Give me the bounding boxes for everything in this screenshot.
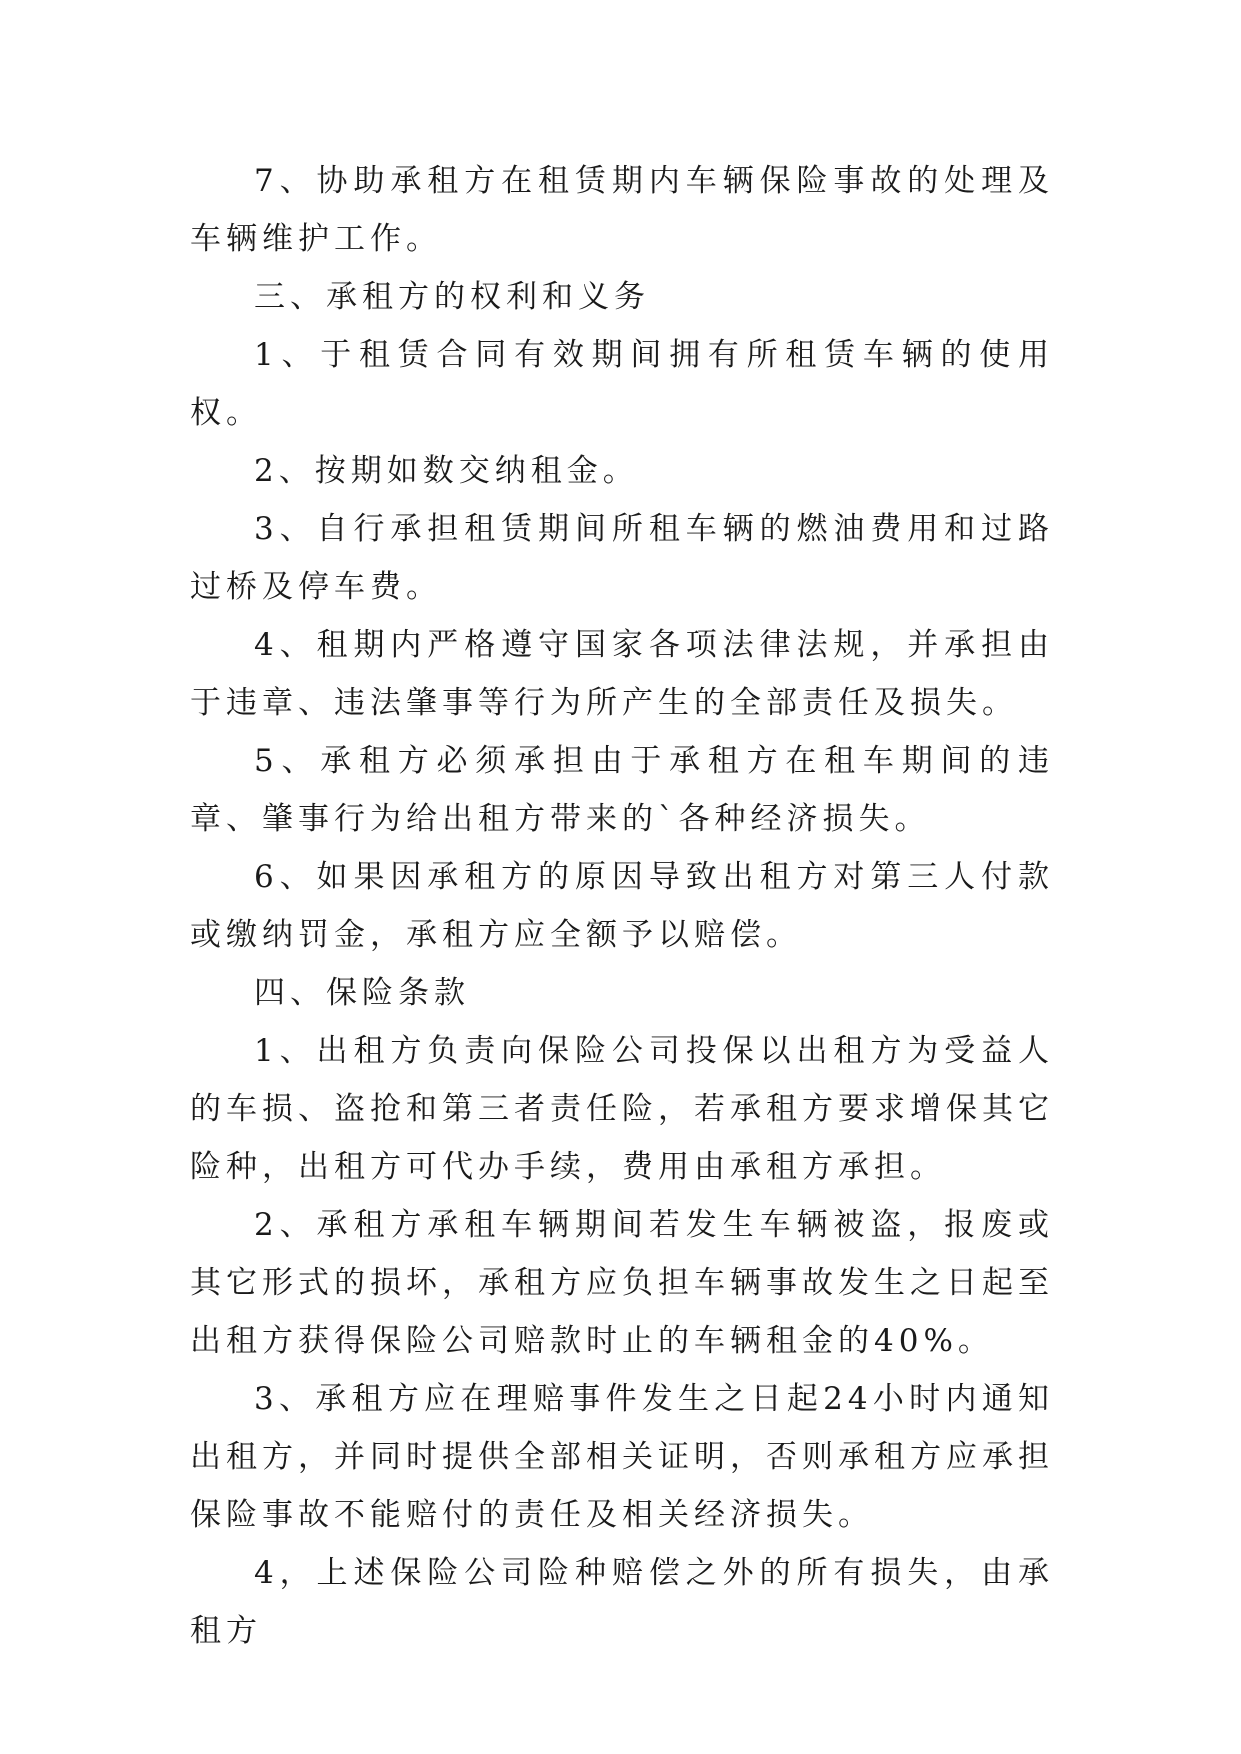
- document-page: [190, 152, 1054, 1660]
- lessee-clause-1: 1、于租赁合同有效期间拥有所租赁车辆的使用权。: [190, 337, 1054, 431]
- lessee-clause-2: 2、按期如数交纳租金。: [254, 453, 639, 489]
- lessee-clause-6: 6、如果因承租方的原因导致出租方对第三人付款或缴纳罚金，承租方应全额予以赔偿。: [190, 859, 1054, 953]
- section-4-heading: 四、保险条款: [254, 975, 470, 1011]
- lessee-clause-3: 3、自行承担租赁期间所租车辆的燃油费用和过路过桥及停车费。: [190, 511, 1054, 605]
- insurance-clause-2: 2、承租方承租车辆期间若发生车辆被盗，报废或其它形式的损坏，承租方应负担车辆事故发生之日起至出租方获得保险公司赔款时止的车辆租金的40%。: [190, 1207, 1054, 1359]
- section-3-heading: 三、承租方的权利和义务: [254, 279, 650, 315]
- insurance-clause-3: 3、承租方应在理赔事件发生之日起24小时内通知出租方，并同时提供全部相关证明，否则承租方应承担保险事故不能赔付的责任及相关经济损失。: [190, 1381, 1054, 1533]
- insurance-clause-1: 1、出租方负责向保险公司投保以出租方为受益人的车损、盗抢和第三者责任险，若承租方要求增保其它险种，出租方可代办手续，费用由承租方承担。: [190, 1033, 1054, 1185]
- lessee-clause-4: 4、租期内严格遵守国家各项法律法规，并承担由于违章、违法肇事等行为所产生的全部责任及损失。: [190, 627, 1054, 721]
- insurance-clause-4: 4，上述保险公司险种赔偿之外的所有损失，由承租方: [190, 1555, 1054, 1649]
- clause-7-assist-insurance: 7、协助承租方在租赁期内车辆保险事故的处理及车辆维护工作。: [190, 163, 1054, 257]
- lessee-clause-5: 5、承租方必须承担由于承租方在租车期间的违章、肇事行为给出租方带来的`各种经济损失。: [190, 743, 1054, 837]
